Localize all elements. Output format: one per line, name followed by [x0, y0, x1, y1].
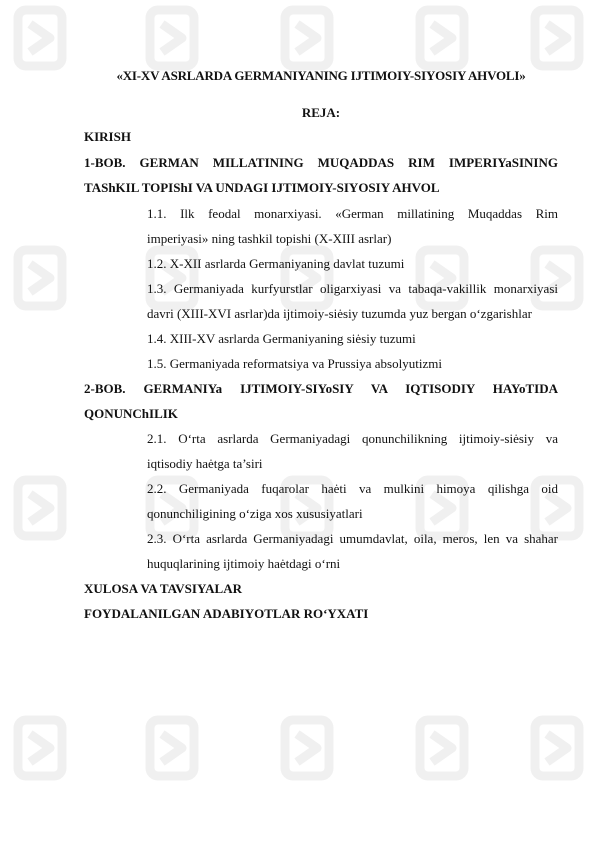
- watermark-logo: [150, 720, 194, 776]
- watermark-logo: [150, 10, 194, 66]
- watermark-logo: [420, 720, 464, 776]
- section-1-1-line2: imperiyasi» ning tashkil topishi (X-XIII asrlar): [147, 231, 392, 246]
- plan-heading: REJA:: [301, 105, 341, 120]
- section-1-4: 1.4. XIII-XV asrlarda Germaniyaning siėsiy tuzumi: [147, 331, 416, 346]
- section-1-2: 1.2. X-XII asrlarda Germaniyaning davlat tuzumi: [147, 256, 405, 271]
- watermark-logo: [18, 250, 62, 306]
- section-2-2-line2: qonunchiligining o‘ziga xos xususiyatlari: [147, 506, 363, 521]
- section-2-1-line2: iqtisodiy haėtga ta’siri: [147, 456, 263, 471]
- references-heading: FOYDALANILGAN ADABIYOTLAR RO‘YXATI: [84, 606, 369, 621]
- document-title: «XI-XV ASRLARDA GERMANIYANING IJTIMOIY-SIYOSIY AHVOLI»: [116, 68, 526, 83]
- watermark-logo: [18, 10, 62, 66]
- section-2-3-line2: huquqlarining ijtimoiy haėtdagi o‘rni: [147, 556, 341, 571]
- section-2-3-line1: 2.3. O‘rta asrlarda Germaniyadagi umumdavlat, oila, meros, len va shahar: [147, 531, 558, 546]
- watermark-logo: [285, 720, 329, 776]
- chapter2-title-line1: 2-BOB. GERMANIYa IJTIMOIY-SIYoSIY VA IQTISODIY HAYoTIDA: [84, 381, 558, 396]
- section-1-5: 1.5. Germaniyada reformatsiya va Prussiya absolyutizmi: [147, 356, 442, 371]
- intro-heading: KIRISH: [84, 129, 131, 144]
- section-1-3-line2: davri (XIII-XVI asrlar)da ijtimoiy-siėsiy tuzumda yuz bergan o‘zgarishlar: [147, 306, 532, 321]
- watermark-logo: [535, 720, 579, 776]
- section-2-2-line1: 2.2. Germaniyada fuqarolar haėti va mulkini himoya qilishga oid: [147, 481, 558, 496]
- chapter1-title-line1: 1-BOB. GERMAN MILLATINING MUQADDAS RIM IMPERIYaSINING: [84, 155, 558, 170]
- section-1-3-line1: 1.3. Germaniyada kurfyurstlar oligarxiyasi va tabaqa-vakillik monarxiyasi: [147, 281, 558, 296]
- watermark-logo: [18, 720, 62, 776]
- watermark-logo: [18, 480, 62, 536]
- watermark-logo: [285, 10, 329, 66]
- chapter1-title-line2: TAShKIL TOPIShI VA UNDAGI IJTIMOIY-SIYOSIY AHVOL: [84, 180, 440, 195]
- watermark-logo: [420, 10, 464, 66]
- conclusion-heading: XULOSA VA TAVSIYALAR: [84, 581, 242, 596]
- watermark-logo: [535, 10, 579, 66]
- section-2-1-line1: 2.1. O‘rta asrlarda Germaniyadagi qonunchilikning ijtimoiy-siėsiy va: [147, 431, 558, 446]
- section-1-1-line1: 1.1. Ilk feodal monarxiyasi. «German millatining Muqaddas Rim: [147, 206, 558, 221]
- chapter2-title-line2: QONUNChILIK: [84, 406, 178, 421]
